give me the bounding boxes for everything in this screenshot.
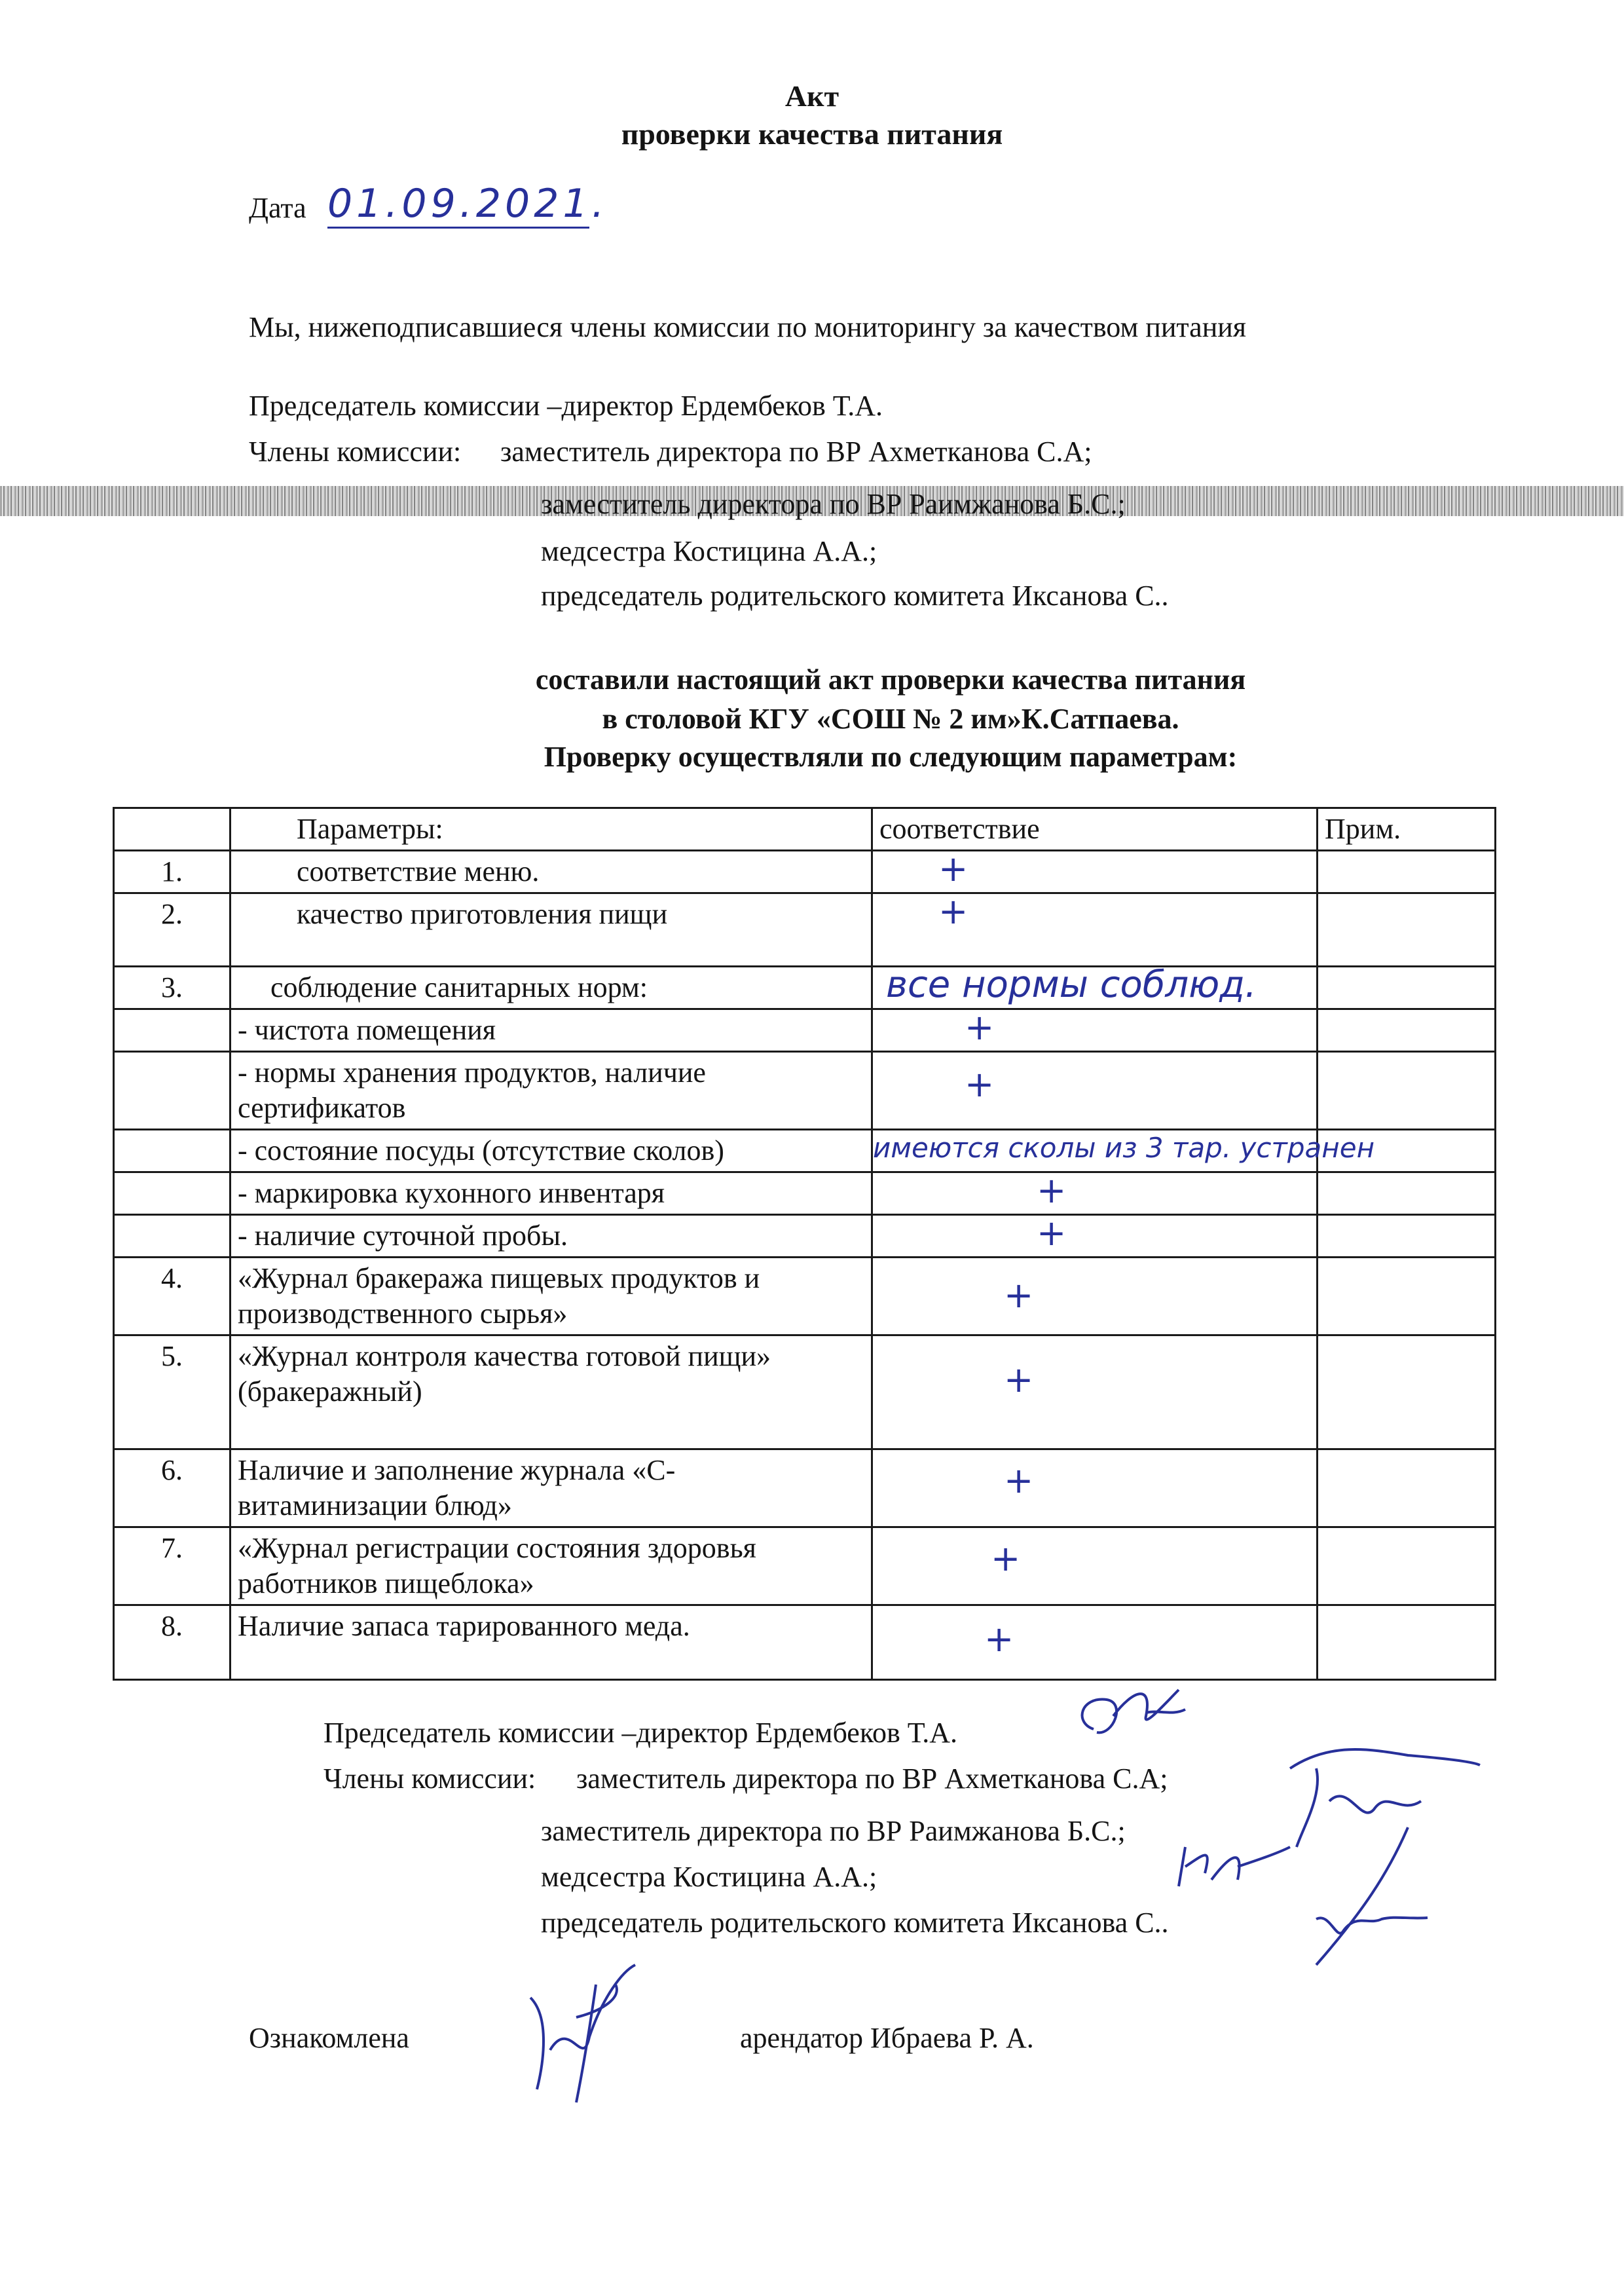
date-label: Дата: [249, 192, 306, 224]
row-number: [114, 1130, 231, 1172]
commission-member: медсестра Костицина А.А.;: [541, 535, 877, 567]
row-param: Наличие и заполнение журнала «С-витаминизации блюд»: [231, 1449, 872, 1527]
handwritten-mark: +: [938, 891, 969, 932]
row-param: качество приготовления пищи: [231, 893, 872, 967]
acknowledged-label: Ознакомлена: [249, 2022, 409, 2054]
row-mark: [872, 1172, 1318, 1215]
row-param: - нормы хранения продуктов, наличие сертификатов: [231, 1052, 872, 1130]
handwritten-mark: +: [1004, 1359, 1034, 1400]
table-row: [114, 851, 1496, 893]
row-mark: [872, 1527, 1318, 1605]
row-note: [1318, 1215, 1496, 1258]
table-header-note: Прим.: [1318, 808, 1496, 851]
table-row: [114, 967, 1496, 1009]
handwritten-mark: +: [965, 1064, 995, 1105]
row-mark: [872, 1130, 1375, 1172]
commission-member: заместитель директора по ВР Раимжанова Б.С.;: [541, 488, 1126, 520]
table-header-compliance: соответствие: [872, 808, 1318, 851]
row-param: Наличие запаса тарированного меда.: [231, 1605, 872, 1680]
row-note: [1318, 851, 1496, 893]
row-note: [1318, 1052, 1496, 1130]
table-row: [114, 1215, 1496, 1258]
intro-text: Мы, нижеподписавшиеся члены комиссии по мониторингу за качеством питания: [249, 311, 1247, 343]
table-row: [114, 1605, 1496, 1680]
row-param: - чистота помещения: [231, 1009, 872, 1052]
row-param: - маркировка кухонного инвентаря: [231, 1172, 872, 1215]
signature-member-line: заместитель директора по ВР Ахметканова С.А;: [576, 1763, 1168, 1795]
row-note: [1318, 1449, 1496, 1527]
row-note: [1318, 1527, 1496, 1605]
signature-members-label: Члены комиссии:: [323, 1763, 536, 1795]
row-note: [1318, 1605, 1496, 1680]
row-param: соответствие меню.: [231, 851, 872, 893]
document-title: Акт: [784, 79, 840, 113]
table-header-params: Параметры:: [231, 808, 872, 851]
row-param: «Журнал контроля качества готовой пищи» (бракеражный): [231, 1335, 872, 1449]
statement-line: составили настоящий акт проверки качества питания: [535, 663, 1246, 696]
handwritten-mark: +: [1004, 1460, 1034, 1501]
document-subtitle: проверки качества питания: [621, 117, 1003, 151]
commission-chair: Председатель комиссии –директор Ердембеков Т.А.: [249, 390, 883, 422]
handwritten-mark: имеются сколы из 3 тар. устранен: [873, 1132, 1375, 1164]
row-mark: [872, 1335, 1318, 1449]
row-number: [114, 1009, 231, 1052]
table-row: [114, 1052, 1496, 1130]
table-row: [114, 1172, 1496, 1215]
row-number: 4.: [114, 1258, 231, 1335]
signature-member-line: заместитель директора по ВР Раимжанова Б.С.;: [541, 1815, 1126, 1847]
parameters-table: [113, 807, 1496, 1681]
row-number: 3.: [114, 967, 231, 1009]
date-value: 01.09.2021.: [327, 181, 589, 229]
row-number: 2.: [114, 893, 231, 967]
row-number: 1.: [114, 851, 231, 893]
commission-member: председатель родительского комитета Иксанова С..: [541, 580, 1169, 612]
table-row: [114, 1527, 1496, 1605]
handwritten-mark: +: [965, 1007, 995, 1048]
row-mark: [872, 1258, 1318, 1335]
signature-member-line: председатель родительского комитета Иксанова С..: [541, 1907, 1169, 1939]
signature-member4: [1297, 1821, 1441, 1971]
handwritten-mark: +: [1037, 1170, 1067, 1211]
table-row: [114, 893, 1496, 967]
table-header-num: [114, 808, 231, 851]
row-param: соблюдение санитарных норм:: [231, 967, 872, 1009]
row-note: [1318, 967, 1496, 1009]
table-row: [114, 1258, 1496, 1335]
row-note: [1318, 1335, 1496, 1449]
signature-tenant: [511, 1958, 655, 2109]
statement-line: в столовой КГУ «СОШ № 2 им»К.Сатпаева.: [602, 703, 1179, 735]
signature-chair-line: Председатель комиссии –директор Ердембеков Т.А.: [323, 1717, 957, 1749]
row-mark: [872, 1052, 1318, 1130]
commission-members-label: Члены комиссии:: [249, 436, 462, 468]
row-param: - наличие суточной пробы.: [231, 1215, 872, 1258]
row-param: «Журнал бракеража пищевых продуктов и производственного сырья»: [231, 1258, 872, 1335]
handwritten-mark: +: [938, 848, 969, 889]
handwritten-mark: все нормы соблюд.: [886, 963, 1257, 1006]
table-row: [114, 1449, 1496, 1527]
row-param: - состояние посуды (отсутствие сколов): [231, 1130, 872, 1172]
row-mark: [872, 848, 1318, 893]
row-note: [1318, 893, 1496, 967]
row-mark: [872, 1449, 1318, 1527]
row-mark: [872, 1009, 1318, 1052]
handwritten-mark: +: [1037, 1212, 1067, 1254]
row-number: 6.: [114, 1449, 231, 1527]
row-number: 5.: [114, 1335, 231, 1449]
row-mark: [872, 1212, 1318, 1258]
row-mark: [872, 963, 1318, 1009]
tenant-name: арендатор Ибраева Р. А.: [740, 2022, 1034, 2054]
row-number: [114, 1215, 231, 1258]
row-mark: [872, 1605, 1318, 1680]
row-param: «Журнал регистрации состояния здоровья работников пищеблока»: [231, 1527, 872, 1605]
signature-member3: [1166, 1827, 1297, 1899]
handwritten-mark: +: [991, 1538, 1021, 1579]
handwritten-mark: +: [1004, 1275, 1034, 1316]
row-note: [1318, 1172, 1496, 1215]
table-row: [114, 1335, 1496, 1449]
row-number: [114, 1052, 231, 1130]
signature-member-line: медсестра Костицина А.А.;: [541, 1861, 877, 1893]
row-number: 7.: [114, 1527, 231, 1605]
row-number: 8.: [114, 1605, 231, 1680]
commission-member: заместитель директора по ВР Ахметканова С.А;: [500, 436, 1092, 468]
table-row: [114, 1130, 1496, 1172]
row-number: [114, 1172, 231, 1215]
statement-line: Проверку осуществляли по следующим параметрам:: [544, 741, 1238, 773]
table-row: [114, 1009, 1496, 1052]
handwritten-mark: +: [984, 1618, 1014, 1660]
row-mark: [872, 893, 1318, 967]
row-note: [1318, 1258, 1496, 1335]
row-note: [1318, 1009, 1496, 1052]
signature-chair: [1067, 1677, 1198, 1749]
table-header-row: [114, 808, 1496, 851]
